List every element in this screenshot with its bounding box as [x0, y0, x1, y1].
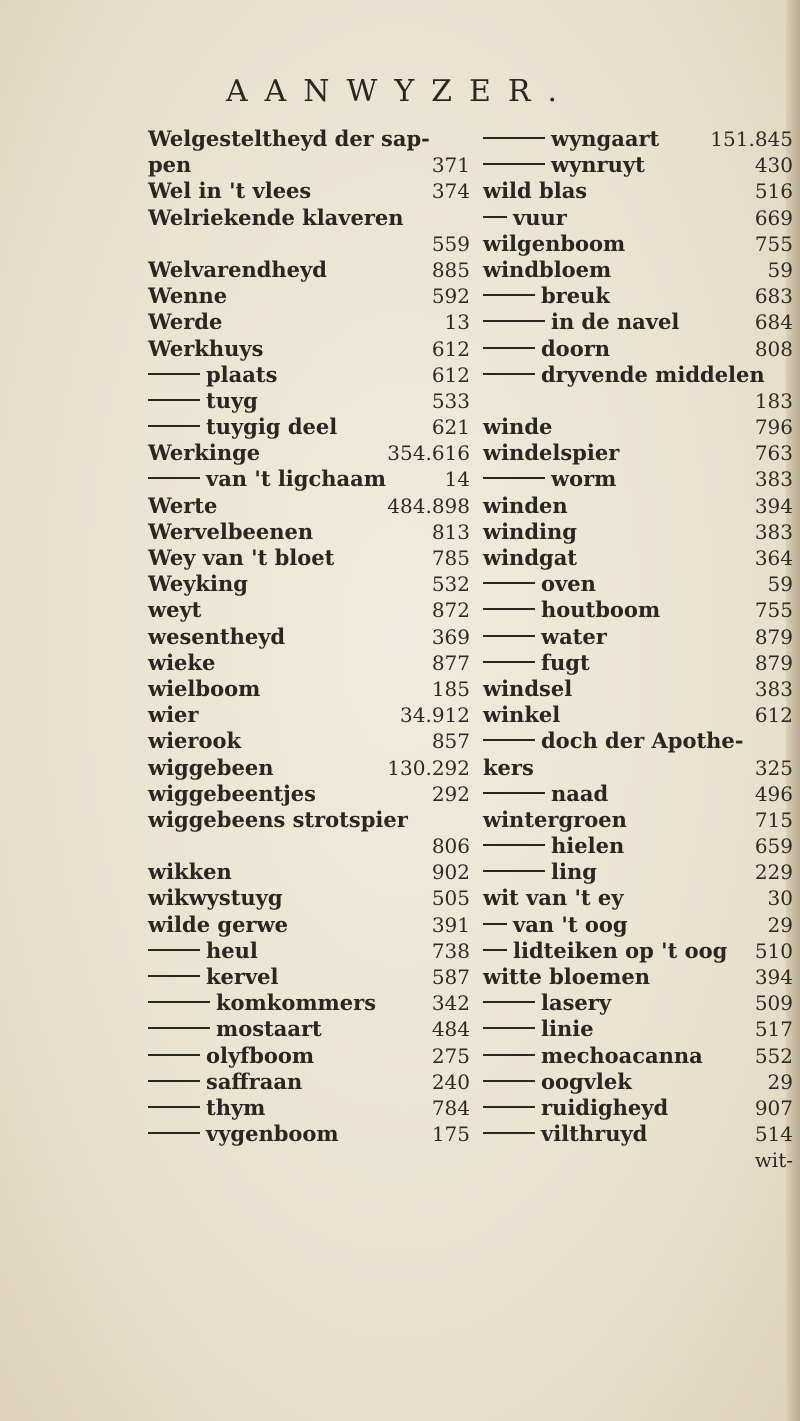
index-entry — [483, 205, 793, 231]
entry-page-number: 29 — [767, 912, 793, 937]
entry-term: fugt — [541, 649, 590, 675]
ditto-dash — [483, 661, 535, 663]
entry-page-number: 877 — [431, 650, 470, 675]
index-entry — [483, 650, 793, 676]
index-entry — [483, 990, 793, 1016]
index-entry — [483, 519, 793, 545]
entry-page-number: 621 — [431, 415, 470, 440]
entry-term: mechoacanna — [541, 1042, 703, 1068]
entry-page-number: 325 — [754, 755, 793, 780]
entry-term: windsel — [483, 675, 573, 701]
index-entry — [483, 414, 793, 440]
entry-term: wilgenboom — [483, 230, 626, 256]
entry-term: wilde gerwe — [148, 911, 288, 937]
entry-page-number: 342 — [431, 991, 470, 1016]
index-entry — [148, 885, 470, 911]
index-entry — [483, 1147, 793, 1173]
index-entry — [148, 676, 470, 702]
entry-term: doch der Apothe- — [541, 728, 744, 754]
index-entry — [483, 545, 793, 571]
index-entry — [483, 807, 793, 833]
index-entry — [483, 676, 793, 702]
entry-page-number: wit- — [754, 1148, 793, 1173]
entry-term: Werde — [148, 309, 223, 335]
entry-term: wild blas — [483, 178, 588, 204]
entry-term: vilthruyd — [541, 1121, 648, 1147]
index-entry — [483, 362, 793, 388]
index-entry — [483, 702, 793, 728]
entry-term: wikwystuyg — [148, 885, 283, 911]
ditto-dash — [483, 608, 535, 610]
ditto-dash — [483, 1054, 535, 1056]
index-entry — [148, 493, 470, 519]
entry-term: wierook — [148, 728, 242, 754]
index-entry — [148, 964, 470, 990]
entry-page-number: 612 — [431, 362, 470, 387]
ditto-dash — [483, 347, 535, 349]
index-entry — [483, 1016, 793, 1042]
entry-page-number: 683 — [754, 284, 793, 309]
entry-term: ling — [551, 859, 597, 885]
entry-page-number: 532 — [431, 572, 470, 597]
ditto-dash — [483, 582, 535, 584]
entry-term: wikken — [148, 859, 232, 885]
index-entry — [148, 650, 470, 676]
index-entry — [483, 624, 793, 650]
entry-term: naad — [551, 780, 609, 806]
ditto-dash — [148, 373, 200, 375]
entry-term: wesentheyd — [148, 623, 286, 649]
entry-page-number: 559 — [431, 231, 470, 256]
index-entry — [148, 362, 470, 388]
index-entry — [483, 1095, 793, 1121]
index-entry — [148, 205, 470, 231]
index-entry — [148, 126, 470, 152]
entry-term: weyt — [148, 597, 202, 623]
index-entry — [483, 309, 793, 335]
index-entry — [483, 336, 793, 362]
entry-page-number: 755 — [754, 598, 793, 623]
index-entry — [148, 1069, 470, 1095]
ditto-dash — [483, 1132, 535, 1134]
entry-term: wielboom — [148, 675, 261, 701]
entry-term: van 't ligchaam — [206, 466, 386, 492]
entry-term: witte bloemen — [483, 964, 651, 989]
entry-term: Wey van 't bloet — [148, 545, 335, 570]
ditto-dash — [483, 163, 545, 165]
entry-page-number: 587 — [431, 965, 470, 989]
entry-term: wintergroen — [483, 806, 627, 832]
entry-term: winding — [483, 518, 577, 544]
entry-page-number: 484 — [431, 1017, 470, 1042]
entry-term: oven — [541, 571, 596, 597]
entry-page-number: 552 — [754, 1043, 793, 1068]
entry-page-number: 374 — [431, 179, 470, 204]
entry-term: ruidigheyd — [541, 1094, 669, 1120]
index-entry — [483, 1121, 793, 1147]
entry-page-number: 533 — [431, 388, 470, 413]
entry-page-number: 364 — [754, 546, 793, 570]
ditto-dash — [148, 1106, 200, 1108]
ditto-dash — [148, 1080, 200, 1082]
ditto-dash — [148, 425, 200, 427]
entry-term: Werkhuys — [148, 335, 264, 361]
entry-page-number: 612 — [754, 703, 793, 728]
entry-page-number: 516 — [754, 179, 793, 204]
entry-page-number: 517 — [754, 1017, 793, 1042]
index-entry — [483, 178, 793, 204]
entry-term: wiggebeentjes — [148, 780, 316, 806]
entry-term: vuur — [513, 204, 567, 230]
index-entry — [483, 859, 793, 885]
index-entry — [148, 336, 470, 362]
ditto-dash — [483, 320, 545, 322]
index-entry — [483, 152, 793, 178]
index-entry — [483, 781, 793, 807]
index-entry — [483, 912, 793, 938]
index-entry — [483, 283, 793, 309]
entry-page-number: 240 — [431, 1069, 470, 1094]
index-entry — [148, 283, 470, 309]
entry-term: windgat — [483, 545, 577, 570]
index-entry — [148, 440, 470, 466]
entry-term: wiggebeens strotspier — [148, 806, 408, 832]
entry-term: houtboom — [541, 597, 661, 623]
entry-term: Wervelbeenen — [148, 518, 314, 544]
entry-term: kervel — [206, 964, 279, 989]
ditto-dash — [483, 1080, 535, 1082]
entry-page-number: 496 — [754, 781, 793, 806]
ditto-dash — [148, 949, 200, 951]
entry-page-number: 130.292 — [387, 755, 470, 780]
index-entry — [483, 1069, 793, 1095]
entry-page-number: 872 — [431, 598, 470, 623]
entry-page-number: 391 — [431, 912, 470, 937]
index-entry — [483, 885, 793, 911]
entry-term: linie — [541, 1016, 594, 1042]
entry-page-number: 292 — [431, 781, 470, 806]
entry-page-number: 806 — [431, 834, 470, 859]
ditto-dash — [148, 477, 200, 479]
entry-term: breuk — [541, 283, 610, 309]
entry-term: van 't oog — [513, 911, 628, 937]
index-entry — [148, 597, 470, 623]
entry-term: dryvende middelen — [541, 361, 765, 387]
index-entry — [148, 702, 470, 728]
ditto-dash — [148, 399, 200, 401]
entry-term: thym — [206, 1094, 266, 1120]
index-entry — [483, 126, 793, 152]
entry-page-number: 796 — [754, 415, 793, 440]
entry-page-number: 183 — [754, 388, 793, 413]
entry-page-number: 14 — [444, 467, 470, 492]
entry-term: wit van 't ey — [483, 885, 624, 911]
entry-term: hielen — [551, 833, 625, 859]
index-entry — [148, 938, 470, 964]
entry-term: olyfboom — [206, 1042, 315, 1068]
index-entry — [148, 912, 470, 938]
index-entry — [148, 388, 470, 414]
entry-page-number: 430 — [754, 153, 793, 178]
entry-term: water — [541, 623, 607, 649]
entry-term: tuygig deel — [206, 414, 338, 440]
entry-page-number: 505 — [431, 886, 470, 911]
entry-page-number: 684 — [754, 310, 793, 335]
entry-page-number: 510 — [754, 938, 793, 963]
ditto-dash — [483, 870, 545, 872]
ditto-dash — [148, 1054, 200, 1056]
entry-page-number: 371 — [431, 153, 470, 178]
ditto-dash — [148, 1132, 200, 1134]
entry-page-number: 151.845 — [710, 127, 793, 151]
entry-term: oogvlek — [541, 1068, 632, 1094]
index-column-right — [483, 126, 793, 1174]
ditto-dash — [483, 1001, 535, 1003]
entry-page-number: 229 — [754, 860, 793, 885]
ditto-dash — [483, 635, 535, 637]
ditto-dash — [483, 294, 535, 296]
entry-page-number: 857 — [431, 729, 470, 754]
index-entry — [148, 728, 470, 754]
entry-page-number: 175 — [431, 1122, 470, 1147]
entry-page-number: 738 — [431, 938, 470, 963]
ditto-dash — [483, 477, 545, 479]
ditto-dash — [483, 844, 545, 846]
index-entry — [148, 1121, 470, 1147]
entry-term: mostaart — [216, 1016, 322, 1042]
index-entry — [483, 388, 793, 414]
entry-term: winkel — [483, 702, 561, 728]
entry-term: winden — [483, 492, 568, 518]
entry-page-number: 383 — [754, 467, 793, 492]
index-entry — [483, 231, 793, 257]
index-entry — [148, 807, 470, 833]
index-entry — [148, 1016, 470, 1042]
ditto-dash — [483, 792, 545, 794]
index-entry — [148, 571, 470, 597]
index-entry — [148, 624, 470, 650]
entry-page-number: 715 — [754, 807, 793, 832]
index-entry — [483, 440, 793, 466]
entry-term: windbloem — [483, 256, 612, 282]
index-entry — [148, 545, 470, 571]
entry-term: worm — [551, 466, 617, 492]
entry-page-number: 383 — [754, 676, 793, 701]
ditto-dash — [483, 137, 545, 139]
entry-page-number: 514 — [754, 1122, 793, 1147]
entry-term: pen — [148, 152, 192, 178]
index-entry — [148, 414, 470, 440]
entry-page-number: 383 — [754, 519, 793, 544]
entry-term: komkommers — [216, 990, 377, 1016]
index-entry — [483, 728, 793, 754]
entry-term: wiggebeen — [148, 754, 274, 780]
entry-page-number: 369 — [431, 624, 470, 649]
index-entry — [148, 309, 470, 335]
index-entry — [483, 938, 793, 964]
entry-term: Weyking — [148, 571, 248, 597]
entry-page-number: 784 — [431, 1095, 470, 1120]
entry-term: Welgesteltheyd der sap- — [148, 126, 430, 151]
ditto-dash — [483, 373, 535, 375]
entry-page-number: 509 — [754, 991, 793, 1016]
entry-term: wieke — [148, 649, 216, 675]
entry-page-number: 885 — [431, 257, 470, 282]
entry-page-number: 275 — [431, 1043, 470, 1068]
ditto-dash — [483, 1027, 535, 1029]
entry-page-number: 907 — [754, 1095, 793, 1120]
index-column-left — [148, 126, 470, 1147]
entry-term: wier — [148, 702, 199, 728]
entry-term: saffraan — [206, 1068, 303, 1094]
index-entry — [483, 571, 793, 597]
index-entry — [148, 781, 470, 807]
index-entry — [483, 964, 793, 990]
entry-term: kers — [483, 754, 534, 780]
entry-term: vygenboom — [206, 1121, 339, 1147]
ditto-dash — [148, 1027, 210, 1029]
entry-term: doorn — [541, 335, 611, 361]
entry-page-number: 484.898 — [387, 493, 470, 518]
index-entry — [483, 755, 793, 781]
index-entry — [148, 859, 470, 885]
entry-page-number: 34.912 — [400, 703, 470, 728]
index-entry — [148, 990, 470, 1016]
entry-term: Wenne — [148, 283, 228, 309]
index-entry — [148, 178, 470, 204]
index-entry — [148, 1095, 470, 1121]
entry-page-number: 59 — [767, 572, 793, 597]
entry-page-number: 808 — [754, 336, 793, 361]
index-entry — [148, 152, 470, 178]
entry-page-number: 785 — [431, 546, 470, 570]
entry-page-number: 879 — [754, 624, 793, 649]
entry-page-number: 592 — [431, 284, 470, 309]
ditto-dash — [148, 975, 200, 977]
entry-page-number: 612 — [431, 336, 470, 361]
entry-page-number: 30 — [767, 886, 793, 911]
index-entry — [483, 493, 793, 519]
entry-term: Werkinge — [148, 440, 261, 466]
page-heading: AANWYZER. — [225, 74, 575, 109]
ditto-dash — [483, 216, 507, 218]
entry-term: tuyg — [206, 387, 258, 413]
entry-page-number: 59 — [767, 257, 793, 282]
index-entry — [148, 755, 470, 781]
ditto-dash — [483, 739, 535, 741]
entry-page-number: 755 — [754, 231, 793, 256]
entry-page-number: 394 — [754, 965, 793, 989]
entry-page-number: 879 — [754, 650, 793, 675]
index-entry — [148, 833, 470, 859]
entry-term: wynruyt — [551, 152, 645, 178]
index-entry — [483, 466, 793, 492]
index-entry — [483, 257, 793, 283]
entry-term: heul — [206, 937, 258, 963]
entry-term: Wel in 't vlees — [148, 178, 312, 204]
ditto-dash — [483, 923, 507, 925]
entry-term: lidteiken op 't oog — [513, 937, 728, 963]
entry-term: Werte — [148, 492, 218, 518]
index-entry — [483, 833, 793, 859]
entry-page-number: 394 — [754, 493, 793, 518]
index-entry — [483, 597, 793, 623]
entry-page-number: 354.616 — [387, 441, 470, 466]
entry-page-number: 763 — [754, 441, 793, 466]
entry-page-number: 13 — [444, 310, 470, 335]
index-entry — [148, 519, 470, 545]
entry-term: wyngaart — [551, 126, 660, 151]
index-entry — [148, 231, 470, 257]
entry-term: Welvarendheyd — [148, 256, 327, 282]
index-entry — [148, 466, 470, 492]
entry-page-number: 185 — [431, 676, 470, 701]
ditto-dash — [483, 949, 507, 951]
entry-term: windelspier — [483, 440, 620, 466]
ditto-dash — [148, 1001, 210, 1003]
entry-term: winde — [483, 414, 553, 440]
entry-term: in de navel — [551, 309, 680, 335]
entry-page-number: 669 — [754, 205, 793, 230]
index-entry — [483, 1043, 793, 1069]
ditto-dash — [483, 1106, 535, 1108]
index-entry — [148, 257, 470, 283]
entry-term: plaats — [206, 361, 278, 387]
entry-page-number: 29 — [767, 1069, 793, 1094]
index-entry — [148, 1043, 470, 1069]
entry-term: lasery — [541, 990, 612, 1016]
entry-page-number: 902 — [431, 860, 470, 885]
entry-page-number: 659 — [754, 834, 793, 859]
entry-term: Welriekende klaveren — [148, 204, 404, 230]
entry-page-number: 813 — [431, 519, 470, 544]
